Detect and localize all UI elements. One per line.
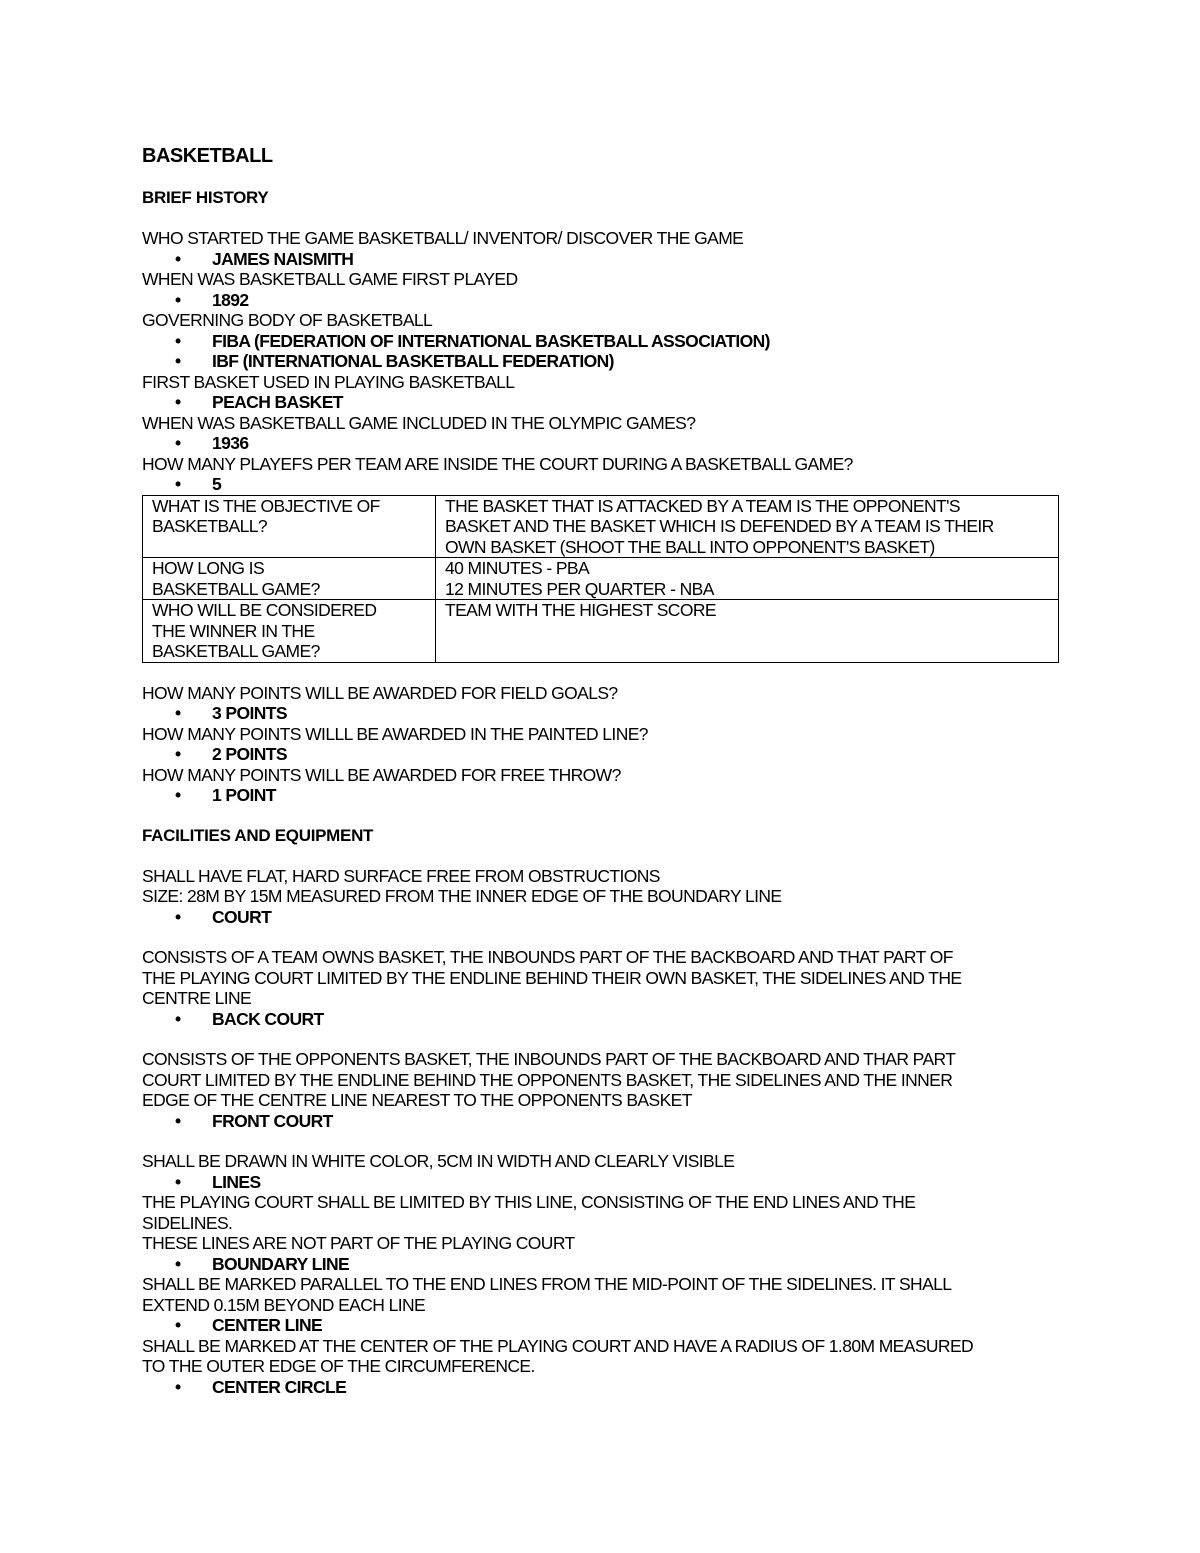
definition-line: SHALL BE DRAWN IN WHITE COLOR, 5CM IN WIDTH AND CLEARLY VISIBLE: [142, 1151, 735, 1171]
term-item-center-circle: • CENTER CIRCLE: [142, 1377, 1062, 1398]
term-item-boundary-line: • BOUNDARY LINE: [142, 1254, 1062, 1275]
answer-list: [142, 331, 1062, 372]
answer-item: • 1936: [142, 433, 1062, 454]
answer-list: [142, 290, 1062, 311]
term-list: [142, 1172, 1062, 1193]
answer-item: • JAMES NAISMITH: [142, 249, 1062, 270]
table-cell-answer: THE BASKET THAT IS ATTACKED BY A TEAM IS THE OPPONENT'S BASKET AND THE BASKET WHICH IS DEFENDED BY A TEAM IS THEIR OWN BASKET (SHOOT THE BALL INTO OPPONENT'S BASKET): [436, 495, 1059, 558]
definition-line: EXTEND 0.15M BEYOND EACH LINE: [142, 1294, 426, 1315]
term-item-lines: • LINES: [142, 1172, 1062, 1193]
term-item-front-court: • FRONT COURT: [142, 1111, 1062, 1132]
question: HOW MANY PLAYEFS PER TEAM ARE INSIDE THE COURT DURING A BASKETBALL GAME?: [142, 453, 853, 474]
answer-list: [142, 744, 1062, 765]
table-row: [143, 558, 1059, 600]
table-cell-question: HOW LONG IS BASKETBALL GAME?: [143, 558, 436, 600]
term-item-back-court: • BACK COURT: [142, 1009, 1062, 1030]
definition-line: SIDELINES.: [142, 1212, 233, 1233]
definition-line: COURT LIMITED BY THE ENDLINE BEHIND THE OPPONENTS BASKET, THE SIDELINES AND THE INNER: [142, 1069, 953, 1090]
definition-line: THESE LINES ARE NOT PART OF THE PLAYING COURT: [142, 1233, 575, 1253]
table-row: [143, 495, 1059, 558]
question: WHEN WAS BASKETBALL GAME INCLUDED IN THE OLYMPIC GAMES?: [142, 412, 696, 433]
answer-list: [142, 703, 1062, 724]
table-cell-answer: 40 MINUTES - PBA 12 MINUTES PER QUARTER - NBA: [436, 558, 1059, 600]
answer-item: • 1 POINT: [142, 785, 1062, 806]
term-list: [142, 907, 1062, 928]
document-page: [142, 144, 1062, 1397]
question: HOW MANY POINTS WILL BE AWARDED FOR FIELD GOALS?: [142, 682, 618, 703]
term-list: [142, 1254, 1062, 1275]
answer-item: • PEACH BASKET: [142, 392, 1062, 413]
definition-line: THE PLAYING COURT SHALL BE LIMITED BY THIS LINE, CONSISTING OF THE END LINES AND THE: [142, 1192, 916, 1212]
definition-line: EDGE OF THE CENTRE LINE NEAREST TO THE OPPONENTS BASKET: [142, 1090, 692, 1110]
term-list: [142, 1009, 1062, 1030]
answer-list: [142, 785, 1062, 806]
answer-item: • 1892: [142, 290, 1062, 311]
definition-line: SHALL HAVE FLAT, HARD SURFACE FREE FROM OBSTRUCTIONS: [142, 865, 660, 886]
answer-item: • 3 POINTS: [142, 703, 1062, 724]
brief-history-heading: BRIEF HISTORY: [142, 188, 269, 207]
definition-line: SIZE: 28M BY 15M MEASURED FROM THE INNER EDGE OF THE BOUNDARY LINE: [142, 886, 782, 906]
answer-item: • FIBA (FEDERATION OF INTERNATIONAL BASKETBALL ASSOCIATION): [142, 331, 1062, 352]
term-list: [142, 1111, 1062, 1132]
answer-item: • 5: [142, 474, 1062, 495]
definition-line: CONSISTS OF A TEAM OWNS BASKET, THE INBOUNDS PART OF THE BACKBOARD AND THAT PART OF: [142, 947, 953, 967]
definition-line: THE PLAYING COURT LIMITED BY THE ENDLINE BEHIND THEIR OWN BASKET, THE SIDELINES AND THE: [142, 967, 962, 988]
question: HOW MANY POINTS WILL BE AWARDED FOR FREE THROW?: [142, 764, 621, 785]
definition-line: SHALL BE MARKED AT THE CENTER OF THE PLAYING COURT AND HAVE A RADIUS OF 1.80M MEASURED: [142, 1335, 974, 1356]
question: GOVERNING BODY OF BASKETBALL: [142, 310, 433, 330]
answer-item: • 2 POINTS: [142, 744, 1062, 765]
answer-list: [142, 392, 1062, 413]
document-title: BASKETBALL: [142, 145, 273, 167]
definition-line: TO THE OUTER EDGE OF THE CIRCUMFERENCE.: [142, 1356, 535, 1376]
table-row: [143, 600, 1059, 663]
table-cell-question: WHAT IS THE OBJECTIVE OF BASKETBALL?: [143, 495, 436, 558]
definition-line: SHALL BE MARKED PARALLEL TO THE END LINES FROM THE MID-POINT OF THE SIDELINES. IT SHALL: [142, 1274, 952, 1294]
facilities-heading: FACILITIES AND EQUIPMENT: [142, 825, 374, 845]
answer-list: [142, 433, 1062, 454]
question: HOW MANY POINTS WILLL BE AWARDED IN THE PAINTED LINE?: [142, 723, 648, 744]
term-list: [142, 1377, 1062, 1398]
answer-item: • IBF (INTERNATIONAL BASKETBALL FEDERATION): [142, 351, 1062, 372]
term-item-center-line: • CENTER LINE: [142, 1315, 1062, 1336]
table-cell-answer: TEAM WITH THE HIGHEST SCORE: [436, 600, 1059, 663]
term-list: [142, 1315, 1062, 1336]
qa-table: [142, 495, 1059, 663]
answer-list: [142, 474, 1062, 495]
table-cell-question: WHO WILL BE CONSIDERED THE WINNER IN THE BASKETBALL GAME?: [143, 600, 436, 663]
question: WHEN WAS BASKETBALL GAME FIRST PLAYED: [142, 269, 518, 289]
question: WHO STARTED THE GAME BASKETBALL/ INVENTOR/ DISCOVER THE GAME: [142, 228, 744, 248]
definition-line: CONSISTS OF THE OPPONENTS BASKET, THE INBOUNDS PART OF THE BACKBOARD AND THAR PART: [142, 1049, 956, 1069]
answer-list: [142, 249, 1062, 270]
term-item-court: • COURT: [142, 907, 1062, 928]
question: FIRST BASKET USED IN PLAYING BASKETBALL: [142, 371, 515, 392]
definition-line: CENTRE LINE: [142, 988, 252, 1008]
